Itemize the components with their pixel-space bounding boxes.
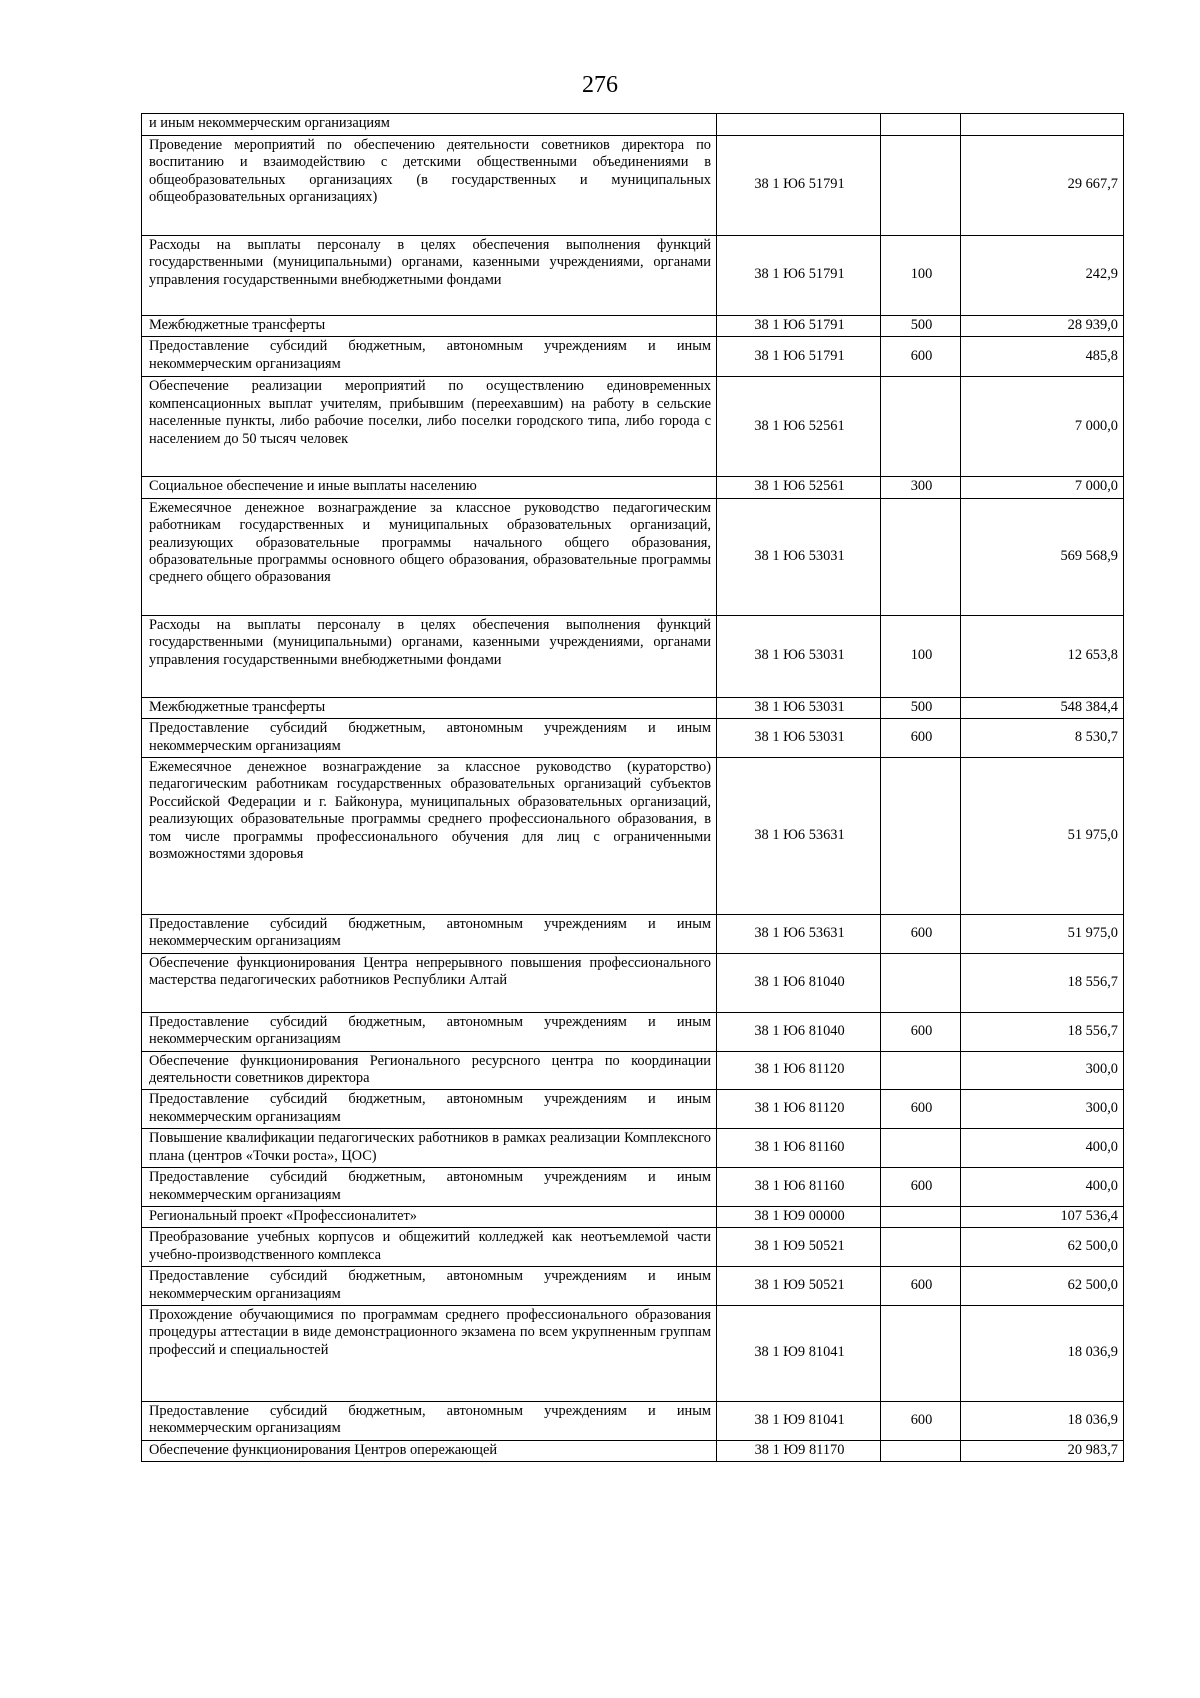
- table-row: [142, 316, 1124, 337]
- cell-amount: 7 000,0: [961, 377, 1124, 477]
- cell-amount: 20 983,7: [961, 1440, 1124, 1461]
- cell-code: 38 1 Ю6 53031: [717, 697, 881, 718]
- cell-name: Проведение мероприятий по обеспечению деятельности советников директора по воспитанию и взаимодействию с детскими общественными объединениями в общеобразовательных организациях (в государственных и муниципальных общеобразовательных организациях): [142, 136, 717, 236]
- table-row: [142, 337, 1124, 377]
- cell-type: [881, 114, 961, 136]
- cell-name: Расходы на выплаты персоналу в целях обеспечения выполнения функций государственными (муниципальными) органами, казенными учреждениями, органами управления государственными внебюджетными фондами: [142, 615, 717, 697]
- page-number: 276: [582, 72, 618, 98]
- cell-type: 600: [881, 1090, 961, 1129]
- cell-amount: 242,9: [961, 236, 1124, 316]
- table-row: [142, 1051, 1124, 1090]
- cell-amount: 569 568,9: [961, 498, 1124, 615]
- budget-table: [141, 113, 1124, 1462]
- cell-type: [881, 136, 961, 236]
- table-row: [142, 136, 1124, 236]
- table-row: [142, 697, 1124, 718]
- cell-type: 600: [881, 337, 961, 377]
- cell-code: 38 1 Ю6 53031: [717, 719, 881, 758]
- cell-type: [881, 1440, 961, 1461]
- cell-name: Обеспечение функционирования Центра непрерывного повышения профессионального мастерства педагогических работников Республики Алтай: [142, 953, 717, 1012]
- cell-code: 38 1 Ю9 81170: [717, 1440, 881, 1461]
- cell-code: 38 1 Ю9 50521: [717, 1267, 881, 1306]
- table-row: [142, 1401, 1124, 1440]
- cell-amount: 18 556,7: [961, 1012, 1124, 1051]
- cell-name: Предоставление субсидий бюджетным, автономным учреждениям и иным некоммерческим организациям: [142, 1401, 717, 1440]
- cell-amount: 18 036,9: [961, 1305, 1124, 1401]
- cell-code: 38 1 Ю6 81040: [717, 1012, 881, 1051]
- cell-type: [881, 1129, 961, 1168]
- cell-type: 600: [881, 1168, 961, 1207]
- table-row: [142, 1267, 1124, 1306]
- table-row: [142, 377, 1124, 477]
- cell-code: 38 1 Ю9 50521: [717, 1228, 881, 1267]
- cell-code: 38 1 Ю6 51791: [717, 337, 881, 377]
- cell-amount: 107 536,4: [961, 1206, 1124, 1227]
- cell-type: [881, 953, 961, 1012]
- cell-amount: 51 975,0: [961, 758, 1124, 915]
- cell-name: Межбюджетные трансферты: [142, 316, 717, 337]
- cell-name: Межбюджетные трансферты: [142, 697, 717, 718]
- cell-code: 38 1 Ю9 81041: [717, 1305, 881, 1401]
- cell-name: Региональный проект «Профессионалитет»: [142, 1206, 717, 1227]
- cell-type: [881, 1051, 961, 1090]
- cell-amount: 548 384,4: [961, 697, 1124, 718]
- cell-name: Повышение квалификации педагогических работников в рамках реализации Комплексного плана (центров «Точки роста», ЦОС): [142, 1129, 717, 1168]
- table-row: [142, 1168, 1124, 1207]
- cell-code: 38 1 Ю6 52561: [717, 477, 881, 498]
- cell-type: [881, 1206, 961, 1227]
- cell-amount: 400,0: [961, 1129, 1124, 1168]
- cell-amount: 62 500,0: [961, 1228, 1124, 1267]
- cell-name: Предоставление субсидий бюджетным, автономным учреждениям и иным некоммерческим организациям: [142, 1090, 717, 1129]
- cell-code: 38 1 Ю6 51791: [717, 236, 881, 316]
- cell-amount: 28 939,0: [961, 316, 1124, 337]
- cell-name: Обеспечение реализации мероприятий по осуществлению единовременных компенсационных выплат учителям, прибывшим (переехавшим) на работу в сельские населенные пункты, либо рабочие поселки, либо поселки городского типа, либо города с населением до 50 тысяч человек: [142, 377, 717, 477]
- cell-type: 300: [881, 477, 961, 498]
- cell-name: Расходы на выплаты персоналу в целях обеспечения выполнения функций государственными (муниципальными) органами, казенными учреждениями, органами управления государственными внебюджетными фондами: [142, 236, 717, 316]
- table-row: [142, 1206, 1124, 1227]
- cell-code: 38 1 Ю9 81041: [717, 1401, 881, 1440]
- cell-name: Предоставление субсидий бюджетным, автономным учреждениям и иным некоммерческим организациям: [142, 1012, 717, 1051]
- table-row: [142, 615, 1124, 697]
- table-row: [142, 1090, 1124, 1129]
- cell-name: Преобразование учебных корпусов и общежитий колледжей как неотъемлемой части учебно-производственного комплекса: [142, 1228, 717, 1267]
- table-row: [142, 1012, 1124, 1051]
- cell-code: 38 1 Ю9 00000: [717, 1206, 881, 1227]
- table-row: [142, 1305, 1124, 1401]
- table-row: [142, 719, 1124, 758]
- cell-code: 38 1 Ю6 53631: [717, 915, 881, 954]
- cell-amount: 8 530,7: [961, 719, 1124, 758]
- cell-type: 600: [881, 1012, 961, 1051]
- cell-amount: 29 667,7: [961, 136, 1124, 236]
- cell-amount: 12 653,8: [961, 615, 1124, 697]
- table-row: [142, 953, 1124, 1012]
- cell-type: 500: [881, 697, 961, 718]
- cell-type: [881, 377, 961, 477]
- table-row: [142, 1129, 1124, 1168]
- cell-type: 500: [881, 316, 961, 337]
- cell-name: Прохождение обучающимися по программам среднего профессионального образования процедуры аттестации в виде демонстрационного экзамена по всем укрупненным группам профессий и специальностей: [142, 1305, 717, 1401]
- table-row: [142, 477, 1124, 498]
- cell-amount: [961, 114, 1124, 136]
- cell-code: 38 1 Ю6 53031: [717, 498, 881, 615]
- cell-type: 600: [881, 1267, 961, 1306]
- cell-amount: 51 975,0: [961, 915, 1124, 954]
- cell-type: [881, 1305, 961, 1401]
- table-row: [142, 915, 1124, 954]
- cell-name: Социальное обеспечение и иные выплаты населению: [142, 477, 717, 498]
- cell-name: Обеспечение функционирования Центров опережающей: [142, 1440, 717, 1461]
- cell-name: Предоставление субсидий бюджетным, автономным учреждениям и иным некоммерческим организациям: [142, 337, 717, 377]
- cell-type: [881, 1228, 961, 1267]
- cell-code: 38 1 Ю6 53031: [717, 615, 881, 697]
- cell-code: 38 1 Ю6 51791: [717, 316, 881, 337]
- table-row: [142, 1440, 1124, 1461]
- cell-code: 38 1 Ю6 52561: [717, 377, 881, 477]
- cell-name: Ежемесячное денежное вознаграждение за классное руководство педагогическим работникам государственных и муниципальных образовательных организаций, реализующих образовательные программы начального общего образования, образовательные программы основного общего образования, образовательные программы среднего общего образования: [142, 498, 717, 615]
- cell-amount: 7 000,0: [961, 477, 1124, 498]
- cell-name: Предоставление субсидий бюджетным, автономным учреждениям и иным некоммерческим организациям: [142, 719, 717, 758]
- cell-code: 38 1 Ю6 81160: [717, 1129, 881, 1168]
- cell-type: 600: [881, 719, 961, 758]
- cell-name: Ежемесячное денежное вознаграждение за классное руководство (кураторство) педагогическим работникам государственных образовательных организаций субъектов Российской Федерации и г. Байконура, муниципальных образовательных организаций, реализующих образовательные программы среднего профессионального образования, в том числе программы профессионального обучения для лиц с ограниченными возможностями здоровья: [142, 758, 717, 915]
- table-row: [142, 498, 1124, 615]
- cell-type: [881, 498, 961, 615]
- cell-amount: 18 556,7: [961, 953, 1124, 1012]
- cell-type: 100: [881, 236, 961, 316]
- cell-name: Обеспечение функционирования Регионального ресурсного центра по координации деятельности советников директора: [142, 1051, 717, 1090]
- cell-amount: 300,0: [961, 1090, 1124, 1129]
- cell-code: 38 1 Ю6 81120: [717, 1051, 881, 1090]
- cell-amount: 62 500,0: [961, 1267, 1124, 1306]
- cell-type: 600: [881, 915, 961, 954]
- cell-name: Предоставление субсидий бюджетным, автономным учреждениям и иным некоммерческим организациям: [142, 1168, 717, 1207]
- cell-name: и иным некоммерческим организациям: [142, 114, 717, 136]
- cell-amount: 400,0: [961, 1168, 1124, 1207]
- table-row: [142, 236, 1124, 316]
- cell-type: 600: [881, 1401, 961, 1440]
- cell-code: 38 1 Ю6 81160: [717, 1168, 881, 1207]
- cell-code: 38 1 Ю6 81040: [717, 953, 881, 1012]
- cell-code: [717, 114, 881, 136]
- cell-code: 38 1 Ю6 51791: [717, 136, 881, 236]
- table-row: [142, 758, 1124, 915]
- cell-name: Предоставление субсидий бюджетным, автономным учреждениям и иным некоммерческим организациям: [142, 1267, 717, 1306]
- table-row: [142, 1228, 1124, 1267]
- cell-name: Предоставление субсидий бюджетным, автономным учреждениям и иным некоммерческим организациям: [142, 915, 717, 954]
- cell-type: 100: [881, 615, 961, 697]
- cell-code: 38 1 Ю6 81120: [717, 1090, 881, 1129]
- cell-amount: 300,0: [961, 1051, 1124, 1090]
- table-row: [142, 114, 1124, 136]
- cell-amount: 485,8: [961, 337, 1124, 377]
- cell-amount: 18 036,9: [961, 1401, 1124, 1440]
- cell-code: 38 1 Ю6 53631: [717, 758, 881, 915]
- cell-type: [881, 758, 961, 915]
